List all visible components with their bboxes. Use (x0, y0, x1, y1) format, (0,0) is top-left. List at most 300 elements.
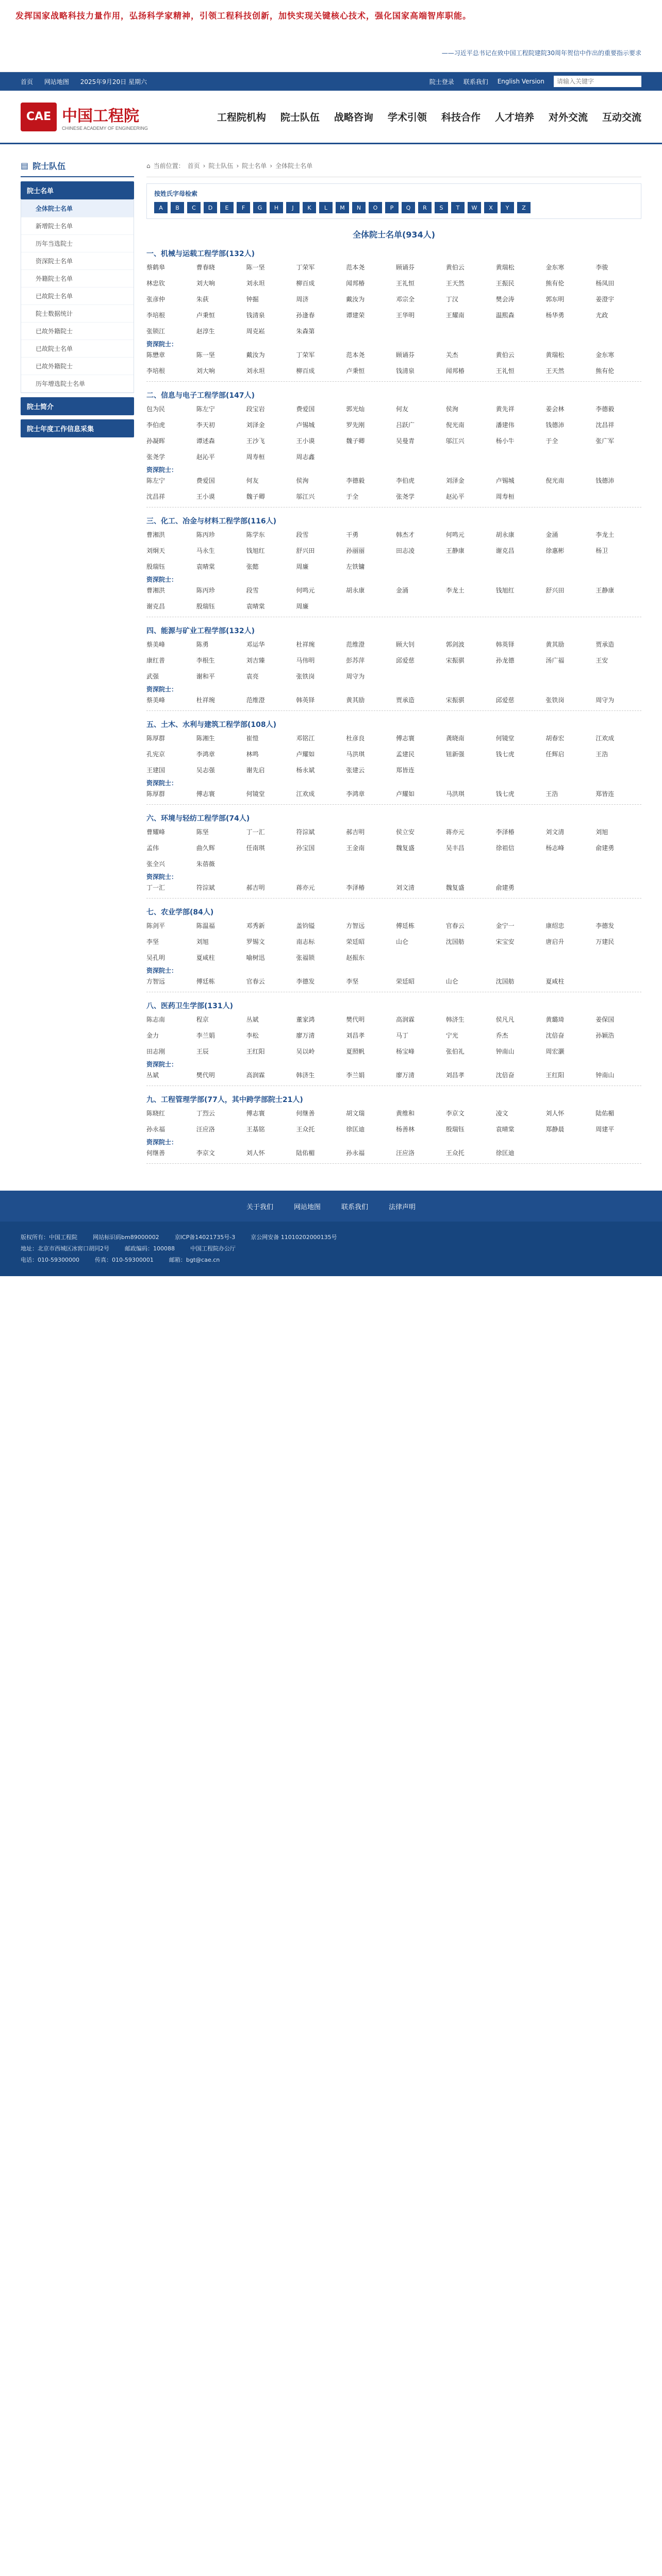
academician-name[interactable]: 俞建勇 (595, 844, 615, 852)
academician-name[interactable]: 邬江兴 (296, 493, 315, 500)
academician-name[interactable]: 夏咸柱 (196, 954, 215, 961)
academician-name[interactable]: 廖万清 (296, 1032, 315, 1039)
academician-name[interactable]: 陈丙珍 (196, 531, 215, 538)
academician-name[interactable]: 曹耀峰 (146, 828, 166, 836)
breadcrumb-item[interactable]: 全体院士名单 (275, 162, 313, 170)
academician-name[interactable]: 丁一汇 (146, 884, 166, 891)
academician-name[interactable]: 周济 (296, 296, 309, 303)
academician-name[interactable]: 闻邦椿 (445, 367, 465, 375)
nav-item-6[interactable]: 对外交流 (548, 112, 588, 123)
academician-name[interactable]: 张尧学 (396, 493, 415, 500)
academician-name[interactable]: 马丁 (396, 1032, 409, 1039)
letter-button[interactable]: S (435, 202, 448, 213)
sidebar-item[interactable]: 已故院士名单 (21, 340, 134, 358)
academician-name[interactable]: 刘大响 (196, 280, 215, 287)
academician-name[interactable]: 陈坚 (196, 828, 209, 836)
academician-name[interactable]: 王辰 (196, 1048, 209, 1055)
academician-name[interactable]: 谢克昌 (495, 547, 515, 554)
academician-name[interactable]: 杨凤田 (595, 280, 615, 287)
academician-name[interactable]: 卢锡城 (495, 477, 515, 484)
academician-name[interactable]: 刘泽金 (445, 477, 465, 484)
academician-name[interactable]: 孔宪京 (146, 751, 166, 758)
academician-name[interactable]: 王金南 (346, 844, 365, 852)
academician-name[interactable]: 侯洵 (445, 405, 458, 413)
academician-name[interactable]: 盖钧镒 (296, 922, 315, 929)
academician-name[interactable]: 胡永康 (495, 531, 515, 538)
academician-name[interactable]: 马洪琪 (346, 751, 365, 758)
academician-name[interactable]: 陈厚群 (146, 735, 166, 742)
academician-name[interactable]: 韩济生 (445, 1016, 465, 1023)
letter-button[interactable]: F (237, 202, 250, 213)
academician-name[interactable]: 张铁岗 (296, 673, 315, 680)
academician-name[interactable]: 刘泽金 (246, 421, 265, 429)
academician-name[interactable]: 杨宝峰 (396, 1048, 415, 1055)
nav-item-0[interactable]: 工程院机构 (217, 112, 266, 123)
letter-button[interactable]: K (303, 202, 316, 213)
academician-name[interactable]: 周宏灏 (545, 1048, 565, 1055)
academician-name[interactable]: 金涌 (545, 531, 558, 538)
academician-name[interactable]: 钟南山 (595, 1072, 615, 1079)
academician-name[interactable]: 魏复盛 (445, 884, 465, 891)
academician-name[interactable]: 何友 (396, 405, 409, 413)
academician-name[interactable]: 陈左宁 (196, 405, 215, 413)
nav-item-5[interactable]: 人才培养 (494, 112, 534, 123)
academician-name[interactable]: 王浩 (595, 751, 608, 758)
academician-name[interactable]: 李京文 (196, 1149, 215, 1157)
academician-name[interactable]: 崔愷 (246, 735, 259, 742)
academician-name[interactable]: 王天然 (545, 367, 565, 375)
academician-name[interactable]: 汪应洛 (396, 1149, 415, 1157)
sidebar-item[interactable]: 历年增选院士名单 (21, 375, 134, 393)
academician-name[interactable]: 陈左宁 (146, 477, 166, 484)
academician-name[interactable]: 孙丽丽 (346, 547, 365, 554)
academician-name[interactable]: 李骏 (595, 264, 608, 271)
academician-name[interactable]: 杨华勇 (545, 312, 565, 319)
academician-name[interactable]: 丁荣军 (296, 264, 315, 271)
academician-name[interactable]: 刘旭 (595, 828, 608, 836)
academician-name[interactable]: 倪光南 (545, 477, 565, 484)
academician-name[interactable]: 杜祥琬 (296, 641, 315, 648)
academician-name[interactable]: 胡春宏 (545, 735, 565, 742)
academician-name[interactable]: 戴汝为 (246, 351, 265, 359)
academician-name[interactable]: 殷瑞钰 (445, 1126, 465, 1133)
academician-name[interactable]: 钱清泉 (396, 367, 415, 375)
academician-name[interactable]: 吴丰昌 (445, 844, 465, 852)
academician-name[interactable]: 朱荻 (196, 296, 209, 303)
letter-button[interactable]: G (253, 202, 267, 213)
academician-name[interactable]: 乔杰 (495, 1032, 508, 1039)
academician-name[interactable]: 李德毅 (346, 477, 365, 484)
academician-name[interactable]: 王建国 (146, 767, 166, 774)
academician-name[interactable]: 何镜堂 (495, 735, 515, 742)
academician-name[interactable]: 何友 (246, 477, 259, 484)
academician-name[interactable]: 朱蓓薇 (196, 860, 215, 868)
academician-name[interactable]: 金力 (146, 1032, 159, 1039)
academician-name[interactable]: 宁光 (445, 1032, 458, 1039)
academician-name[interactable]: 谢和平 (196, 673, 215, 680)
academician-name[interactable]: 沈国舫 (445, 938, 465, 945)
academician-name[interactable]: 钱七虎 (495, 751, 515, 758)
academician-name[interactable]: 郭剑波 (445, 641, 465, 648)
academician-name[interactable]: 俞建勇 (495, 884, 515, 891)
academician-name[interactable]: 江欢成 (296, 790, 315, 798)
academician-name[interactable]: 高润霖 (246, 1072, 265, 1079)
academician-name[interactable]: 段雪 (246, 587, 259, 594)
academician-name[interactable]: 任辉启 (545, 751, 565, 758)
academician-name[interactable]: 黄伯云 (445, 264, 465, 271)
academician-name[interactable]: 郭东明 (545, 296, 565, 303)
academician-name[interactable]: 刘人怀 (246, 1149, 265, 1157)
academician-name[interactable]: 钱清泉 (246, 312, 265, 319)
sidebar-item[interactable]: 资深院士名单 (21, 252, 134, 270)
academician-name[interactable]: 李培根 (146, 367, 166, 375)
academician-name[interactable]: 张懿 (246, 563, 259, 570)
letter-button[interactable]: X (484, 202, 498, 213)
academician-name[interactable]: 韩杰才 (396, 531, 415, 538)
academician-name[interactable]: 谢先启 (246, 767, 265, 774)
academician-name[interactable]: 赵沁平 (445, 493, 465, 500)
academician-name[interactable]: 杜祥琬 (196, 697, 215, 704)
academician-name[interactable]: 吴孔明 (146, 954, 166, 961)
academician-name[interactable]: 丁荣军 (296, 351, 315, 359)
contact-link[interactable]: 联系我们 (463, 78, 488, 86)
academician-name[interactable]: 李伯虎 (396, 477, 415, 484)
breadcrumb-item[interactable]: 院士队伍 (208, 162, 234, 170)
academician-name[interactable]: 孙颖浩 (595, 1032, 615, 1039)
academician-name[interactable]: 周廉 (296, 563, 309, 570)
academician-name[interactable]: 柳百成 (296, 367, 315, 375)
academician-name[interactable]: 沈昌祥 (146, 493, 166, 500)
academician-name[interactable]: 段宝岩 (246, 405, 265, 413)
academician-name[interactable]: 山仑 (396, 938, 409, 945)
letter-button[interactable]: R (418, 202, 432, 213)
academician-name[interactable]: 左铁镛 (346, 563, 365, 570)
academician-name[interactable]: 何继善 (146, 1149, 166, 1157)
academician-name[interactable]: 徐匡迪 (495, 1149, 515, 1157)
academician-name[interactable]: 温熙森 (495, 312, 515, 319)
academician-name[interactable]: 范维澄 (246, 697, 265, 704)
academician-name[interactable]: 李根生 (196, 657, 215, 664)
academician-name[interactable]: 卢耀如 (296, 751, 315, 758)
academician-name[interactable]: 周廉 (296, 603, 309, 610)
home-link[interactable]: 首页 (21, 78, 34, 86)
letter-button[interactable]: H (270, 202, 283, 213)
academician-name[interactable]: 于全 (346, 493, 359, 500)
academician-name[interactable]: 吕跃广 (396, 421, 415, 429)
academician-name[interactable]: 王振民 (495, 280, 515, 287)
academician-name[interactable]: 李培根 (146, 312, 166, 319)
footer-link[interactable]: 联系我们 (341, 1203, 369, 1211)
academician-name[interactable]: 袁晴棠 (196, 563, 215, 570)
academician-name[interactable]: 陈剑平 (146, 922, 166, 929)
academician-name[interactable]: 李坚 (146, 938, 159, 945)
academician-name[interactable]: 任南琪 (246, 844, 265, 852)
academician-name[interactable]: 董家鸿 (296, 1016, 315, 1023)
academician-name[interactable]: 沈倍奋 (495, 1072, 515, 1079)
academician-name[interactable]: 李德毅 (595, 405, 615, 413)
letter-button[interactable]: Z (517, 202, 531, 213)
letter-button[interactable]: N (352, 202, 366, 213)
academician-name[interactable]: 廖万清 (396, 1072, 415, 1079)
academician-name[interactable]: 侯立安 (396, 828, 415, 836)
academician-name[interactable]: 夏照帆 (346, 1048, 365, 1055)
letter-button[interactable]: Q (402, 202, 415, 213)
academician-name[interactable]: 邓运华 (246, 641, 265, 648)
academician-name[interactable]: 柳百成 (296, 280, 315, 287)
letter-button[interactable]: T (451, 202, 465, 213)
academician-name[interactable]: 郑皆连 (595, 790, 615, 798)
academician-name[interactable]: 陆佑楣 (595, 1110, 615, 1117)
academician-name[interactable]: 丁烈云 (196, 1110, 215, 1117)
academician-name[interactable]: 张彦仲 (146, 296, 166, 303)
academician-name[interactable]: 顾大钊 (396, 641, 415, 648)
academician-name[interactable]: 熊有伦 (595, 367, 615, 375)
academician-name[interactable]: 韩济生 (296, 1072, 315, 1079)
academician-name[interactable]: 沈国舫 (495, 978, 515, 985)
academician-name[interactable]: 陈一坚 (246, 264, 265, 271)
academician-name[interactable]: 胡文瑞 (346, 1110, 365, 1117)
academician-name[interactable]: 孙凝晖 (146, 437, 166, 445)
academician-name[interactable]: 顾诵芬 (396, 351, 415, 359)
academician-name[interactable]: 汪应洛 (196, 1126, 215, 1133)
academician-name[interactable]: 蔡鹤皋 (146, 264, 166, 271)
academician-name[interactable]: 孙逢春 (296, 312, 315, 319)
academician-name[interactable]: 马永生 (196, 547, 215, 554)
academician-name[interactable]: 顾诵芬 (396, 264, 415, 271)
academician-name[interactable]: 袁晴棠 (495, 1126, 515, 1133)
academician-name[interactable]: 吴曼青 (396, 437, 415, 445)
academician-name[interactable]: 黄瑞松 (495, 264, 515, 271)
academician-name[interactable]: 贾承造 (396, 697, 415, 704)
academician-name[interactable]: 陈学东 (246, 531, 265, 538)
academician-name[interactable]: 陈湘生 (196, 735, 215, 742)
academician-name[interactable]: 谭建荣 (346, 312, 365, 319)
academician-name[interactable]: 孟伟 (146, 844, 159, 852)
academician-name[interactable]: 周建平 (595, 1126, 615, 1133)
academician-name[interactable]: 王沙飞 (246, 437, 265, 445)
academician-name[interactable]: 徐惠彬 (545, 547, 565, 554)
academician-name[interactable]: 何鸣元 (296, 587, 315, 594)
academician-name[interactable]: 王天然 (445, 280, 465, 287)
academician-name[interactable]: 金宁一 (495, 922, 515, 929)
academician-name[interactable]: 杨卫 (595, 547, 608, 554)
academician-name[interactable]: 符淙斌 (296, 828, 315, 836)
academician-name[interactable]: 张锁江 (146, 328, 166, 335)
academician-name[interactable]: 费爱国 (296, 405, 315, 413)
search-input[interactable] (554, 76, 641, 87)
letter-button[interactable]: E (220, 202, 234, 213)
academician-name[interactable]: 罗锡文 (246, 938, 265, 945)
academician-name[interactable]: 南志标 (296, 938, 315, 945)
academician-name[interactable]: 黄维和 (396, 1110, 415, 1117)
academician-name[interactable]: 樊会涛 (495, 296, 515, 303)
sidebar-group-profile[interactable]: 院士简介 (21, 397, 134, 415)
academician-name[interactable]: 田志凌 (396, 547, 415, 554)
academician-name[interactable]: 陈温福 (196, 922, 215, 929)
academician-name[interactable]: 武强 (146, 673, 159, 680)
academician-name[interactable]: 张伯礼 (445, 1048, 465, 1055)
academician-name[interactable]: 陈厚群 (146, 790, 166, 798)
academician-name[interactable]: 赵淳生 (196, 328, 215, 335)
academician-name[interactable]: 李鸿章 (346, 790, 365, 798)
academician-name[interactable]: 方智远 (346, 922, 365, 929)
academician-name[interactable]: 王浩 (545, 790, 558, 798)
academician-name[interactable]: 王红阳 (246, 1048, 265, 1055)
academician-name[interactable]: 魏子卿 (346, 437, 365, 445)
academician-name[interactable]: 林忠钦 (146, 280, 166, 287)
academician-name[interactable]: 孙永福 (146, 1126, 166, 1133)
academician-name[interactable]: 王基铭 (246, 1126, 265, 1133)
academician-name[interactable]: 钱德沛 (545, 421, 565, 429)
academician-name[interactable]: 樊代明 (196, 1072, 215, 1079)
academician-name[interactable]: 贾承造 (595, 641, 615, 648)
academician-name[interactable]: 陈勇 (196, 641, 209, 648)
academician-name[interactable]: 刘昌孝 (346, 1032, 365, 1039)
nav-item-7[interactable]: 互动交流 (602, 112, 641, 123)
academician-name[interactable]: 黄瑞松 (545, 351, 565, 359)
academician-name[interactable]: 吴志强 (196, 767, 215, 774)
academician-name[interactable]: 李鸿章 (196, 751, 215, 758)
academician-name[interactable]: 黄先祥 (495, 405, 515, 413)
academician-name[interactable]: 何继善 (296, 1110, 315, 1117)
academician-name[interactable]: 杨小牛 (495, 437, 515, 445)
letter-button[interactable]: C (187, 202, 201, 213)
academician-name[interactable]: 王耀南 (445, 312, 465, 319)
academician-name[interactable]: 邱爱慈 (396, 657, 415, 664)
academician-name[interactable]: 郝吉明 (346, 828, 365, 836)
academician-name[interactable]: 江欢成 (595, 735, 615, 742)
academician-name[interactable]: 周守为 (595, 697, 615, 704)
academician-name[interactable]: 刘文清 (545, 828, 565, 836)
academician-name[interactable]: 周寿桓 (246, 453, 265, 461)
letter-button[interactable]: B (171, 202, 184, 213)
academician-name[interactable]: 唐启升 (545, 938, 565, 945)
academician-name[interactable]: 丛斌 (146, 1072, 159, 1079)
academician-name[interactable]: 罗先刚 (346, 421, 365, 429)
academician-name[interactable]: 李松 (246, 1032, 259, 1039)
academician-name[interactable]: 傅廷栋 (396, 922, 415, 929)
academician-name[interactable]: 魏复盛 (396, 844, 415, 852)
academician-name[interactable]: 姜保国 (595, 1016, 615, 1023)
academician-name[interactable]: 于全 (545, 437, 558, 445)
footer-link[interactable]: 法律声明 (389, 1203, 416, 1211)
sidebar-group-list[interactable]: 院士名单 (21, 181, 134, 199)
academician-name[interactable]: 李龙土 (445, 587, 465, 594)
academician-name[interactable]: 韩英铎 (495, 641, 515, 648)
academician-name[interactable]: 刘炯天 (146, 547, 166, 554)
academician-name[interactable]: 杨志峰 (545, 844, 565, 852)
academician-name[interactable]: 费爱国 (196, 477, 215, 484)
sidebar-item[interactable]: 全体院士名单 (21, 200, 134, 217)
sidebar-item[interactable]: 新增院士名单 (21, 217, 134, 235)
academician-name[interactable]: 邱爱慈 (495, 697, 515, 704)
academician-name[interactable]: 谢克昌 (146, 603, 166, 610)
academician-name[interactable]: 侯凡凡 (495, 1016, 515, 1023)
academician-name[interactable]: 李兰娟 (346, 1072, 365, 1079)
academician-name[interactable]: 丁汉 (445, 296, 458, 303)
academician-name[interactable]: 钮新强 (445, 751, 465, 758)
sidebar-item[interactable]: 历年当选院士 (21, 235, 134, 252)
academician-name[interactable]: 曹湘洪 (146, 531, 166, 538)
academician-name[interactable]: 郝吉明 (246, 884, 265, 891)
academician-name[interactable]: 高润霖 (396, 1016, 415, 1023)
academician-name[interactable]: 宋振骐 (445, 657, 465, 664)
academician-login-link[interactable]: 院士登录 (429, 78, 454, 86)
letter-button[interactable]: J (286, 202, 300, 213)
nav-item-1[interactable]: 院士队伍 (280, 112, 320, 123)
academician-name[interactable]: 陈一坚 (196, 351, 215, 359)
academician-name[interactable]: 孙永福 (346, 1149, 365, 1157)
academician-name[interactable]: 沈昌祥 (595, 421, 615, 429)
academician-name[interactable]: 王礼恒 (396, 280, 415, 287)
academician-name[interactable]: 喻树迅 (246, 954, 265, 961)
academician-name[interactable]: 刘文清 (396, 884, 415, 891)
academician-name[interactable]: 何镜堂 (246, 790, 265, 798)
academician-name[interactable]: 张铁岗 (545, 697, 565, 704)
academician-name[interactable]: 袁晴棠 (246, 603, 265, 610)
academician-name[interactable]: 傅志寰 (246, 1110, 265, 1117)
academician-name[interactable]: 符淙斌 (196, 884, 215, 891)
letter-button[interactable]: A (154, 202, 168, 213)
academician-name[interactable]: 李伯虎 (146, 421, 166, 429)
academician-name[interactable]: 宋振骐 (445, 697, 465, 704)
academician-name[interactable]: 周寿桓 (495, 493, 515, 500)
academician-name[interactable]: 王静康 (595, 587, 615, 594)
letter-button[interactable]: D (204, 202, 217, 213)
academician-name[interactable]: 李泽椿 (346, 884, 365, 891)
academician-name[interactable]: 邓铭江 (296, 735, 315, 742)
academician-name[interactable]: 王红阳 (545, 1072, 565, 1079)
academician-name[interactable]: 干勇 (346, 531, 359, 538)
academician-name[interactable]: 钱旭红 (495, 587, 515, 594)
academician-name[interactable]: 卢锡城 (296, 421, 315, 429)
academician-name[interactable]: 杨善林 (396, 1126, 415, 1133)
footer-link[interactable]: 关于我们 (246, 1203, 273, 1211)
academician-name[interactable]: 张福锁 (296, 954, 315, 961)
academician-name[interactable]: 李德发 (595, 922, 615, 929)
academician-name[interactable]: 熊有伦 (545, 280, 565, 287)
letter-button[interactable]: L (319, 202, 333, 213)
academician-name[interactable]: 李京文 (445, 1110, 465, 1117)
academician-name[interactable]: 金东寒 (595, 351, 615, 359)
academician-name[interactable]: 张全兴 (146, 860, 166, 868)
sidebar-item[interactable]: 已故院士名单 (21, 287, 134, 305)
academician-name[interactable]: 龚晓南 (445, 735, 465, 742)
footer-link[interactable]: 网站地图 (293, 1203, 321, 1211)
academician-name[interactable]: 闻邦椿 (346, 280, 365, 287)
academician-name[interactable]: 钱德沛 (595, 477, 615, 484)
academician-name[interactable]: 姜会林 (545, 405, 565, 413)
academician-name[interactable]: 孙龙德 (495, 657, 515, 664)
academician-name[interactable]: 徐匡迪 (346, 1126, 365, 1133)
academician-name[interactable]: 黄伯云 (495, 351, 515, 359)
academician-name[interactable]: 刘大响 (196, 367, 215, 375)
academician-name[interactable]: 周志鑫 (296, 453, 315, 461)
academician-name[interactable]: 朱森第 (296, 328, 315, 335)
academician-name[interactable]: 樊代明 (346, 1016, 365, 1023)
academician-name[interactable]: 韩英铎 (296, 697, 315, 704)
academician-name[interactable]: 陈志南 (146, 1016, 166, 1023)
academician-name[interactable]: 舒兴田 (545, 587, 565, 594)
academician-name[interactable]: 万建民 (595, 938, 615, 945)
sidebar-item[interactable]: 已故外籍院士 (21, 323, 134, 340)
academician-name[interactable]: 曲久辉 (196, 844, 215, 852)
academician-name[interactable]: 卢耀如 (396, 790, 415, 798)
academician-name[interactable]: 曹湘洪 (146, 587, 166, 594)
academician-name[interactable]: 王静康 (445, 547, 465, 554)
academician-name[interactable]: 蔡美峰 (146, 641, 166, 648)
academician-name[interactable]: 蒋亦元 (445, 828, 465, 836)
